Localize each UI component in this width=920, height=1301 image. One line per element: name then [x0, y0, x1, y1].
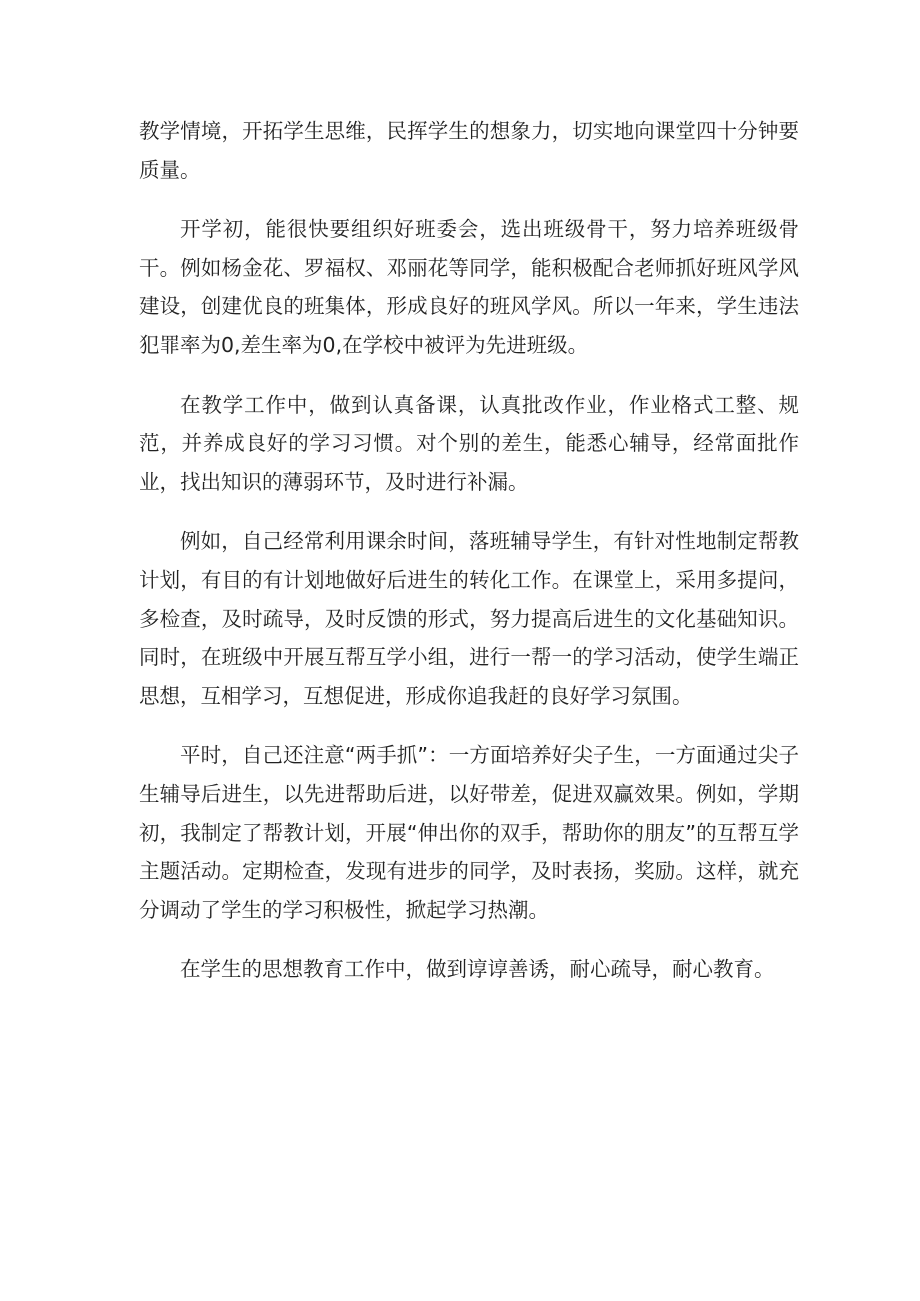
- paragraph-teaching-work: 在教学工作中，做到认真备课，认真批改作业，作业格式工整、规范，并养成良好的学习习惯。对个别的差生，能悉心辅导，经常面批作业，找出知识的薄弱环节，及时进行补漏。: [139, 392, 799, 494]
- paragraph-continued: 教学情境，开拓学生思维，民挥学生的想象力，切实地向课堂四十分钟要质量。: [139, 119, 799, 182]
- document-body: [139, 112, 799, 1010]
- paragraph-moral-education: 在学生的思想教育工作中，做到谆谆善诱，耐心疏导，耐心教育。: [180, 957, 775, 982]
- paragraph-two-hands: 平时，自己还注意“两手抓”：一方面培养好尖子生，一方面通过尖子生辅导后进生，以先进帮助后进，以好带差，促进双赢效果。例如，学期初，我制定了帮教计划，开展“伸出你的双手，帮助你的朋友”的互帮互学主题活动。定期检查，发现有进步的同学，及时表扬，奖励。这样，就充分调动了学生的学习积极性，掀起学习热潮。: [139, 743, 799, 922]
- paragraph-tutoring-example: 例如，自己经常利用课余时间，落班辅导学生，有针对性地制定帮教计划，有目的有计划地做好后进生的转化工作。在课堂上，采用多提问，多检查，及时疏导，及时反馈的形式，努力提高后进生的文化基础知识。同时，在班级中开展互帮互学小组，进行一帮一的学习活动，使学生端正思想，互相学习，互想促进，形成你追我赶的良好学习氛围。: [139, 529, 799, 708]
- paragraph-class-committee: 开学初，能很快要组织好班委会，选出班级骨干，努力培养班级骨干。例如杨金花、罗福权、邓丽花等同学，能积极配合老师抓好班风学风建设，创建优良的班集体，形成良好的班风学风。所以一年来，学生违法犯罪率为0,差生率为0,在学校中被评为先进班级。: [139, 217, 799, 357]
